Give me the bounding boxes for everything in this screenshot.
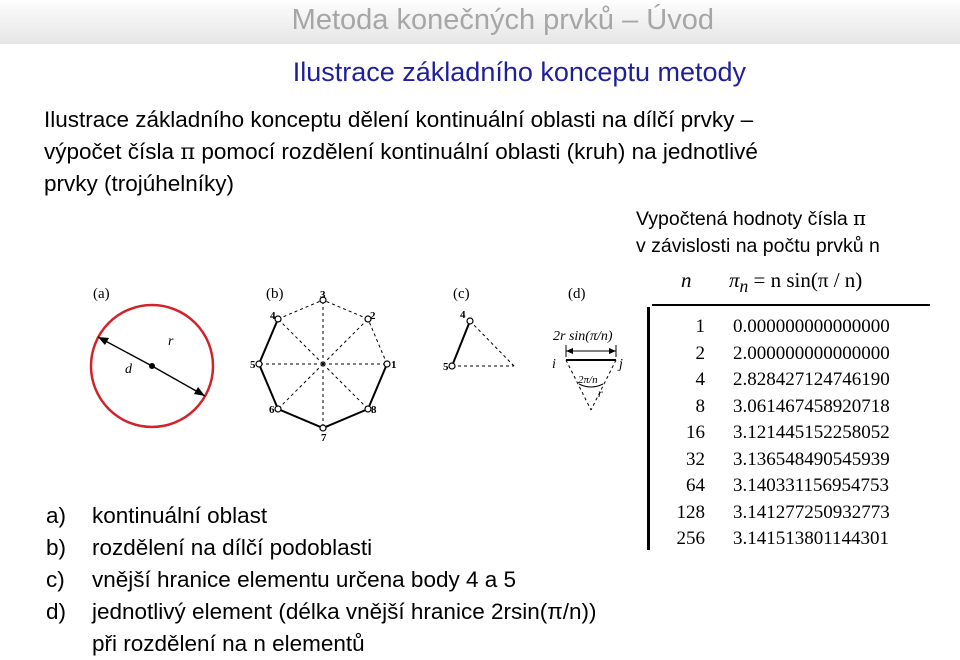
- node-4: 4: [270, 310, 276, 322]
- label-r: r: [168, 334, 174, 349]
- label-d: d: [125, 362, 132, 377]
- label-d-figure: (d): [568, 286, 586, 302]
- element-c-label-4: 4: [460, 309, 466, 321]
- pi-symbol: π: [180, 139, 196, 165]
- cell-value: 3.141277250932773: [733, 501, 890, 523]
- cell-value: 3.140331156954753: [733, 475, 890, 496]
- node-5: 5: [250, 359, 256, 371]
- element-c-label-5: 5: [443, 361, 449, 373]
- node-7: 7: [321, 432, 327, 444]
- cell-n: 64: [686, 475, 705, 496]
- element-node-j: j: [619, 357, 623, 372]
- legend-text: jednotlivý element (délka vnější hranice 2rsin(π/n)): [92, 599, 597, 624]
- cell-value: 3.141513801144301: [733, 528, 890, 549]
- element-radius-label: r: [598, 386, 603, 400]
- cell-n: 8: [695, 395, 705, 417]
- cell-value: 0.000000000000000: [733, 316, 890, 337]
- intro-line-1: Ilustrace základního konceptu dělení kontinuální oblasti na dílčí prvky –: [44, 107, 754, 132]
- cell-n: 1: [695, 316, 705, 337]
- element-angle-label: 2π/n: [578, 374, 598, 386]
- cell-n: 256: [676, 528, 705, 549]
- header-formula-rest: = n sin(π / n): [748, 268, 863, 292]
- node-3: 3: [320, 289, 326, 301]
- center-point: [149, 363, 155, 369]
- cell-n: 4: [695, 369, 705, 390]
- legend-text: kontinuální oblast: [92, 503, 268, 528]
- legend-text: rozdělení na dílčí podoblasti: [92, 535, 373, 560]
- node-8: 8: [371, 404, 377, 416]
- table-caption-pi: π: [853, 207, 866, 230]
- diameter-arrowhead: [98, 337, 109, 345]
- legend-item-d: [46, 596, 597, 628]
- figure-legend: [46, 500, 597, 660]
- table-caption-line-1: [636, 205, 880, 233]
- label-c: (c): [453, 286, 470, 302]
- table-header-rule: [652, 304, 930, 306]
- intro-line-2-end: pomocí rozdělení kontinuální oblasti (kruh) na jednotlivé: [195, 139, 758, 164]
- slide-title: Metoda konečných prvků – Úvod: [291, 4, 714, 36]
- legend-label: d): [46, 599, 67, 624]
- legend-label: c): [46, 567, 65, 592]
- intro-line-3: prvky (trojúhelníky): [44, 171, 235, 196]
- element-length-formula: 2r sin(π/n): [553, 329, 613, 344]
- label-a: (a): [93, 286, 110, 302]
- element-c-boundary: [452, 321, 470, 366]
- intro-line-2-start: výpočet čísla: [44, 139, 181, 164]
- table-header: [647, 262, 937, 298]
- legend-item-a: [46, 500, 597, 532]
- slide-subtitle: Ilustrace základního konceptu metody: [292, 57, 746, 87]
- cell-value: 2.000000000000000: [733, 342, 890, 364]
- legend-label: a): [46, 503, 67, 528]
- element-c-node-5: [449, 363, 455, 369]
- legend-label: b): [46, 535, 67, 560]
- legend-item-d-continuation: při rozdělení na n elementů: [92, 631, 365, 656]
- legend-item-c: [46, 564, 597, 596]
- table-caption-text: Vypočtená hodnoty čísla: [636, 208, 854, 230]
- node-1: 1: [391, 359, 397, 371]
- cell-n: 2: [695, 342, 705, 364]
- cell-value: 3.121445152258052: [733, 422, 890, 443]
- legend-text: vnější hranice elementu určena body 4 a 5: [92, 567, 517, 592]
- cell-n: 32: [686, 448, 705, 470]
- cell-value: 3.061467458920718: [733, 395, 890, 417]
- pi-approximation-table: [647, 262, 947, 552]
- table-caption: [636, 205, 880, 260]
- radius-arrowhead: [194, 387, 205, 396]
- header-pi-sub: n: [739, 276, 749, 297]
- header-pi: π: [729, 268, 740, 292]
- cell-value: 3.136548490545939: [733, 448, 890, 470]
- element-c-node-4: [467, 318, 473, 324]
- table-caption-line-2: v závislosti na počtu prvků n: [636, 235, 880, 257]
- dimension-arrow-right: [609, 348, 616, 354]
- element-c-dashed-1: [470, 321, 514, 366]
- element-node-i: i: [552, 357, 556, 372]
- legend-item-b: [46, 532, 597, 564]
- cell-n: 16: [686, 422, 705, 443]
- cell-value: 2.828427124746190: [733, 369, 890, 390]
- label-b: (b): [266, 286, 284, 302]
- header-n: n: [681, 268, 692, 292]
- dimension-arrow-left: [566, 348, 573, 354]
- node-6: 6: [269, 404, 275, 416]
- cell-n: 128: [676, 501, 705, 523]
- header-formula: [729, 268, 862, 297]
- node-2: 2: [370, 310, 376, 322]
